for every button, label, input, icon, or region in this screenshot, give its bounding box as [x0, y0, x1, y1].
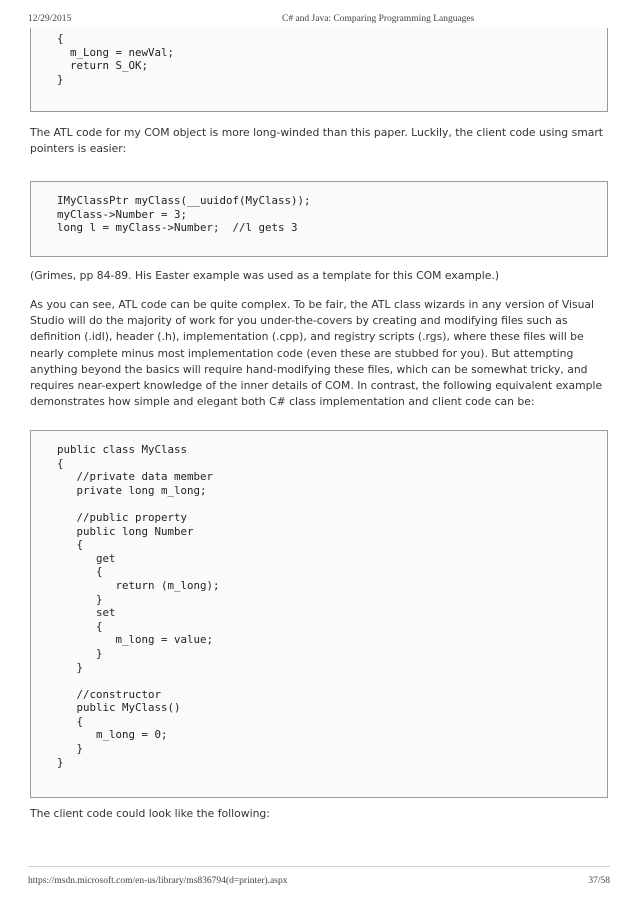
code-text: IMyClassPtr myClass(__uuidof(MyClass)); myClass->Number = 3; long l = myClass->Number; //l gets 3 — [57, 194, 311, 235]
paragraph-atl-intro: The ATL code for my COM object is more long-winded than this paper. Luckily, the client code using smart pointers is easier: — [30, 126, 604, 156]
paragraph-grimes-citation: (Grimes, pp 84-89. His Easter example was used as a template for this COM example.) — [30, 269, 500, 282]
code-text: { m_Long = newVal; return S_OK; } — [57, 32, 175, 86]
page-footer — [28, 866, 610, 886]
page-number: 37/58 — [588, 876, 610, 886]
document-title: C# and Java: Comparing Programming Languages — [282, 14, 475, 24]
code-block-com-setter — [30, 28, 608, 112]
paragraph-client-code: The client code could look like the following: — [30, 807, 270, 820]
print-date: 12/29/2015 — [28, 14, 72, 24]
paragraph-atl-complexity: As you can see, ATL code can be quite complex. To be fair, the ATL class wizards in any version of Visual Studio will do the majority of work for you under-the-covers by creating and modifying files such as definition (.idl), header (.h), implementation (.cpp), and registry scripts (.rgs), where these files will be nearly complete minus most implementation code (even these are stubbed for you). But attempting anything beyond the basics will require hand-modifying these files, which can be somewhat tricky, and requires near-expert knowledge of the inner details of COM. In contrast, the following equivalent example demonstrates how simple and elegant both C# class implementation and client code can be: — [30, 298, 603, 409]
page-header — [28, 14, 610, 28]
code-block-csharp-class — [30, 430, 608, 798]
code-block-client-smart-pointer — [30, 181, 608, 257]
source-url: https://msdn.microsoft.com/en-us/library/ms836794(d=printer).aspx — [28, 876, 288, 886]
code-text: public class MyClass { //private data member private long m_long; //public property public long Number { get { return (m_long); } set { m_long = value; } } //constructor public MyClass() { m_long = 0; } } — [57, 443, 220, 769]
